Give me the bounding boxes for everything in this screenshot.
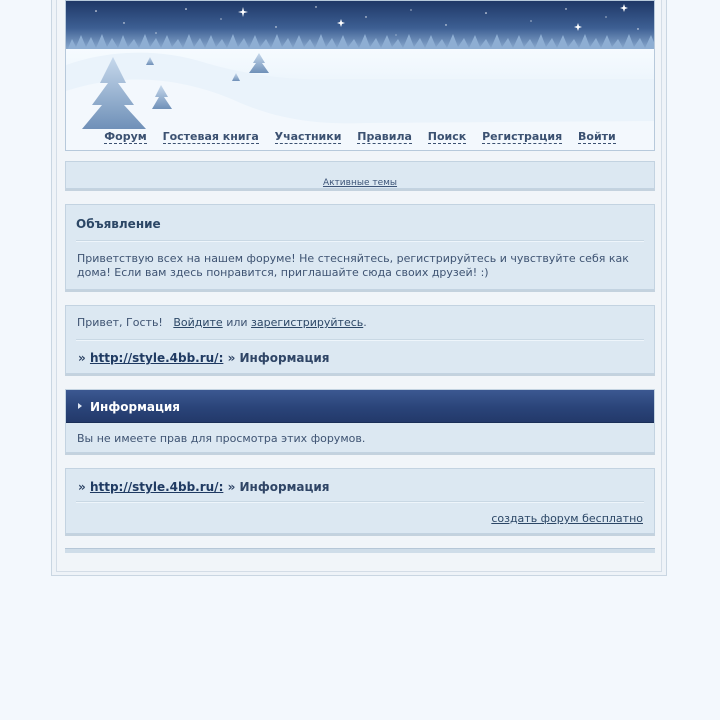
info-header: [66, 390, 654, 423]
announcement-title: Объявление: [76, 217, 161, 231]
info-panel: [65, 389, 655, 453]
active-topics-link[interactable]: Активные темы: [322, 178, 398, 188]
bottom-bar: [65, 548, 655, 553]
nav-members[interactable]: Участники: [274, 130, 342, 143]
period: .: [363, 316, 367, 329]
nav-register[interactable]: Регистрация: [482, 130, 563, 143]
announcement-text: Приветствую всех на нашем форуме! Не стесняйтесь, регистрируйтесь и чувствуйте себя как дома! Если вам здесь понравится, приглашайте сюда своих друзей! :): [77, 252, 629, 279]
nav-rules[interactable]: Правила: [357, 130, 412, 143]
create-forum-wrap: [491, 512, 643, 526]
header-banner: [65, 0, 655, 151]
welcome-text: [77, 316, 367, 330]
nav-forum[interactable]: Форум: [104, 130, 147, 143]
greeting: Привет, Гость!: [77, 316, 163, 329]
divider: [76, 339, 644, 341]
breadcrumb-site-link[interactable]: http://style.4bb.ru/:: [89, 351, 224, 365]
breadcrumb-site-link[interactable]: http://style.4bb.ru/:: [89, 480, 224, 494]
register-link[interactable]: зарегистрируйтесь: [251, 316, 364, 329]
breadcrumb-prefix: »: [78, 480, 86, 494]
login-link[interactable]: Войдите: [173, 316, 223, 329]
announcement-panel: [65, 204, 655, 290]
winter-landscape-illustration: [66, 1, 655, 151]
divider: [76, 501, 644, 503]
footer-panel: [65, 468, 655, 534]
info-title: Информация: [90, 400, 180, 414]
divider: [76, 240, 644, 242]
nav-search[interactable]: Поиск: [427, 130, 467, 143]
info-message: Вы не имеете прав для просмотра этих форумов.: [77, 432, 366, 445]
breadcrumb-current: » Информация: [227, 351, 330, 365]
nav-login[interactable]: Войти: [578, 130, 616, 143]
main-nav: [66, 130, 654, 144]
breadcrumb-prefix: »: [78, 351, 86, 365]
active-topics-bar: [65, 161, 655, 189]
breadcrumb-current: » Информация: [227, 480, 330, 494]
breadcrumb: [78, 351, 329, 365]
breadcrumb-bottom: [78, 480, 329, 494]
or-text: или: [226, 316, 248, 329]
arrow-right-icon: [78, 403, 82, 409]
create-forum-link[interactable]: создать форум бесплатно: [491, 512, 643, 525]
welcome-panel: [65, 305, 655, 374]
nav-guestbook[interactable]: Гостевая книга: [162, 130, 259, 143]
